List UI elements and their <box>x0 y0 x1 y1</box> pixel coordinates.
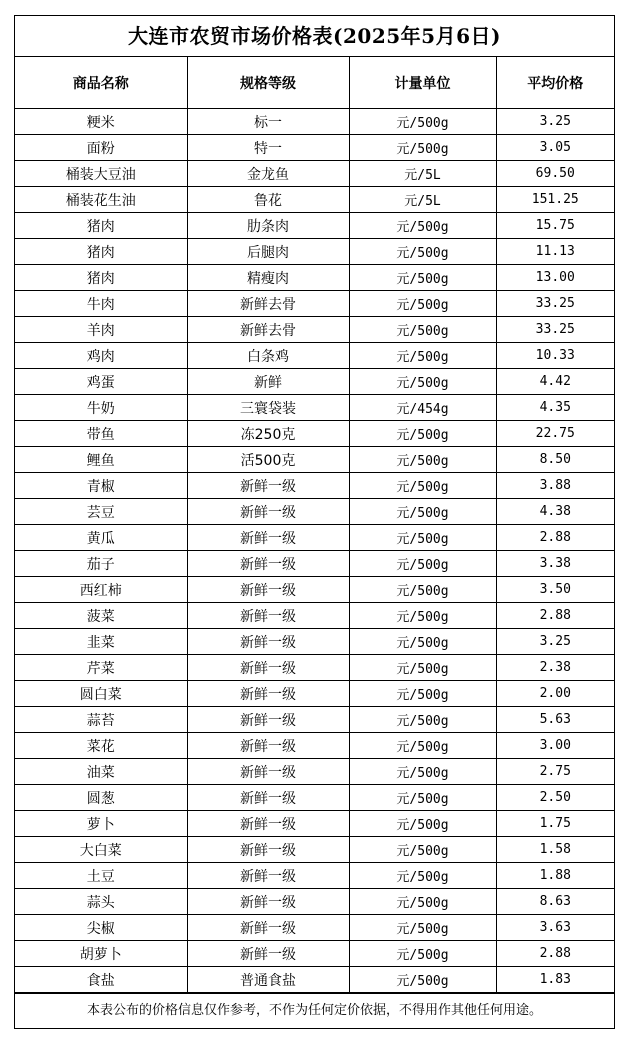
unit-cell: 元/500g <box>349 759 496 785</box>
avg-price-cell: 4.42 <box>496 369 614 395</box>
spec-grade-cell: 鲁花 <box>187 187 349 213</box>
table-row <box>15 733 614 759</box>
spec-grade-cell: 冻250克 <box>187 421 349 447</box>
unit-cell: 元/500g <box>349 577 496 603</box>
spec-grade-cell: 三寰袋装 <box>187 395 349 421</box>
unit-cell: 元/500g <box>349 733 496 759</box>
product-name-cell: 面粉 <box>15 135 187 161</box>
unit-cell: 元/500g <box>349 291 496 317</box>
unit-cell: 元/500g <box>349 499 496 525</box>
table-row <box>15 447 614 473</box>
table-row <box>15 629 614 655</box>
table-row <box>15 603 614 629</box>
spec-grade-cell: 标一 <box>187 109 349 135</box>
avg-price-cell: 33.25 <box>496 317 614 343</box>
avg-price-cell: 3.88 <box>496 473 614 499</box>
unit-cell: 元/500g <box>349 837 496 863</box>
avg-price-cell: 3.63 <box>496 915 614 941</box>
avg-price-cell: 13.00 <box>496 265 614 291</box>
spec-grade-cell: 新鲜一级 <box>187 811 349 837</box>
spec-grade-cell: 后腿肉 <box>187 239 349 265</box>
product-name-cell: 菜花 <box>15 733 187 759</box>
unit-cell: 元/500g <box>349 603 496 629</box>
table-row <box>15 655 614 681</box>
spec-grade-cell: 新鲜一级 <box>187 863 349 889</box>
product-name-cell: 蒜头 <box>15 889 187 915</box>
price-table-sheet <box>14 15 615 1029</box>
spec-grade-cell: 活500克 <box>187 447 349 473</box>
table-row <box>15 239 614 265</box>
unit-cell: 元/500g <box>349 551 496 577</box>
avg-price-cell: 2.38 <box>496 655 614 681</box>
table-row <box>15 967 614 993</box>
product-name-cell: 蒜苔 <box>15 707 187 733</box>
header-product-name: 商品名称 <box>15 57 187 109</box>
unit-cell: 元/500g <box>349 681 496 707</box>
table-body <box>15 109 614 993</box>
header-unit: 计量单位 <box>349 57 496 109</box>
table-row <box>15 473 614 499</box>
avg-price-cell: 3.50 <box>496 577 614 603</box>
avg-price-cell: 151.25 <box>496 187 614 213</box>
table-row <box>15 499 614 525</box>
product-name-cell: 尖椒 <box>15 915 187 941</box>
unit-cell: 元/500g <box>349 109 496 135</box>
table-row <box>15 421 614 447</box>
avg-price-cell: 2.75 <box>496 759 614 785</box>
product-name-cell: 带鱼 <box>15 421 187 447</box>
table-row <box>15 707 614 733</box>
unit-cell: 元/500g <box>349 369 496 395</box>
spec-grade-cell: 金龙鱼 <box>187 161 349 187</box>
product-name-cell: 萝卜 <box>15 811 187 837</box>
spec-grade-cell: 新鲜一级 <box>187 499 349 525</box>
product-name-cell: 茄子 <box>15 551 187 577</box>
unit-cell: 元/500g <box>349 213 496 239</box>
avg-price-cell: 2.00 <box>496 681 614 707</box>
table-row <box>15 135 614 161</box>
product-name-cell: 猪肉 <box>15 213 187 239</box>
avg-price-cell: 1.83 <box>496 967 614 993</box>
table-row <box>15 525 614 551</box>
product-name-cell: 鲤鱼 <box>15 447 187 473</box>
avg-price-cell: 15.75 <box>496 213 614 239</box>
spec-grade-cell: 新鲜一级 <box>187 915 349 941</box>
product-name-cell: 鸡肉 <box>15 343 187 369</box>
product-name-cell: 青椒 <box>15 473 187 499</box>
unit-cell: 元/500g <box>349 473 496 499</box>
avg-price-cell: 8.50 <box>496 447 614 473</box>
unit-cell: 元/500g <box>349 889 496 915</box>
unit-cell: 元/500g <box>349 967 496 993</box>
product-name-cell: 土豆 <box>15 863 187 889</box>
spec-grade-cell: 新鲜一级 <box>187 655 349 681</box>
disclaimer-note: 本表公布的价格信息仅作参考，不作为任何定价依据，不得用作其他任何用途。 <box>15 993 614 1028</box>
avg-price-cell: 2.88 <box>496 941 614 967</box>
avg-price-cell: 3.25 <box>496 629 614 655</box>
avg-price-cell: 5.63 <box>496 707 614 733</box>
avg-price-cell: 2.88 <box>496 525 614 551</box>
product-name-cell: 牛肉 <box>15 291 187 317</box>
table-row <box>15 369 614 395</box>
product-name-cell: 猪肉 <box>15 265 187 291</box>
unit-cell: 元/500g <box>349 317 496 343</box>
spec-grade-cell: 新鲜一级 <box>187 889 349 915</box>
table-row <box>15 551 614 577</box>
spec-grade-cell: 新鲜一级 <box>187 473 349 499</box>
unit-cell: 元/500g <box>349 421 496 447</box>
spec-grade-cell: 新鲜一级 <box>187 785 349 811</box>
spec-grade-cell: 白条鸡 <box>187 343 349 369</box>
avg-price-cell: 1.88 <box>496 863 614 889</box>
table-row <box>15 187 614 213</box>
avg-price-cell: 10.33 <box>496 343 614 369</box>
unit-cell: 元/454g <box>349 395 496 421</box>
spec-grade-cell: 新鲜 <box>187 369 349 395</box>
unit-cell: 元/500g <box>349 525 496 551</box>
avg-price-cell: 33.25 <box>496 291 614 317</box>
unit-cell: 元/500g <box>349 135 496 161</box>
product-name-cell: 大白菜 <box>15 837 187 863</box>
product-name-cell: 猪肉 <box>15 239 187 265</box>
header-spec-grade: 规格等级 <box>187 57 349 109</box>
avg-price-cell: 3.05 <box>496 135 614 161</box>
table-row <box>15 577 614 603</box>
table-row <box>15 109 614 135</box>
product-name-cell: 黄瓜 <box>15 525 187 551</box>
avg-price-cell: 2.88 <box>496 603 614 629</box>
table-row <box>15 837 614 863</box>
unit-cell: 元/5L <box>349 161 496 187</box>
spec-grade-cell: 新鲜一级 <box>187 629 349 655</box>
product-name-cell: 胡萝卜 <box>15 941 187 967</box>
table-row <box>15 759 614 785</box>
unit-cell: 元/5L <box>349 187 496 213</box>
unit-cell: 元/500g <box>349 941 496 967</box>
avg-price-cell: 4.38 <box>496 499 614 525</box>
product-name-cell: 粳米 <box>15 109 187 135</box>
avg-price-cell: 11.13 <box>496 239 614 265</box>
table-row <box>15 941 614 967</box>
unit-cell: 元/500g <box>349 707 496 733</box>
product-name-cell: 羊肉 <box>15 317 187 343</box>
product-name-cell: 芹菜 <box>15 655 187 681</box>
avg-price-cell: 1.58 <box>496 837 614 863</box>
header-avg-price: 平均价格 <box>496 57 614 109</box>
product-name-cell: 油菜 <box>15 759 187 785</box>
spec-grade-cell: 新鲜一级 <box>187 577 349 603</box>
unit-cell: 元/500g <box>349 811 496 837</box>
unit-cell: 元/500g <box>349 863 496 889</box>
spec-grade-cell: 新鲜一级 <box>187 681 349 707</box>
avg-price-cell: 22.75 <box>496 421 614 447</box>
unit-cell: 元/500g <box>349 343 496 369</box>
product-name-cell: 桶装花生油 <box>15 187 187 213</box>
spec-grade-cell: 新鲜一级 <box>187 707 349 733</box>
price-table <box>15 57 614 993</box>
avg-price-cell: 3.25 <box>496 109 614 135</box>
table-row <box>15 161 614 187</box>
table-row <box>15 343 614 369</box>
product-name-cell: 西红柿 <box>15 577 187 603</box>
spec-grade-cell: 肋条肉 <box>187 213 349 239</box>
table-row <box>15 681 614 707</box>
spec-grade-cell: 新鲜一级 <box>187 551 349 577</box>
unit-cell: 元/500g <box>349 239 496 265</box>
unit-cell: 元/500g <box>349 265 496 291</box>
product-name-cell: 韭菜 <box>15 629 187 655</box>
table-row <box>15 291 614 317</box>
spec-grade-cell: 精瘦肉 <box>187 265 349 291</box>
table-row <box>15 317 614 343</box>
spec-grade-cell: 普通食盐 <box>187 967 349 993</box>
avg-price-cell: 8.63 <box>496 889 614 915</box>
spec-grade-cell: 新鲜去骨 <box>187 317 349 343</box>
unit-cell: 元/500g <box>349 655 496 681</box>
product-name-cell: 食盐 <box>15 967 187 993</box>
unit-cell: 元/500g <box>349 629 496 655</box>
unit-cell: 元/500g <box>349 915 496 941</box>
avg-price-cell: 3.00 <box>496 733 614 759</box>
product-name-cell: 菠菜 <box>15 603 187 629</box>
table-row <box>15 889 614 915</box>
table-row <box>15 213 614 239</box>
table-row <box>15 811 614 837</box>
table-row <box>15 863 614 889</box>
product-name-cell: 牛奶 <box>15 395 187 421</box>
spec-grade-cell: 新鲜一级 <box>187 603 349 629</box>
spec-grade-cell: 新鲜一级 <box>187 941 349 967</box>
avg-price-cell: 1.75 <box>496 811 614 837</box>
product-name-cell: 鸡蛋 <box>15 369 187 395</box>
page-title: 大连市农贸市场价格表(2025年5月6日) <box>15 16 614 57</box>
spec-grade-cell: 新鲜一级 <box>187 837 349 863</box>
avg-price-cell: 3.38 <box>496 551 614 577</box>
spec-grade-cell: 新鲜一级 <box>187 759 349 785</box>
product-name-cell: 芸豆 <box>15 499 187 525</box>
table-row <box>15 785 614 811</box>
unit-cell: 元/500g <box>349 447 496 473</box>
table-header-row <box>15 57 614 109</box>
product-name-cell: 圆葱 <box>15 785 187 811</box>
spec-grade-cell: 新鲜去骨 <box>187 291 349 317</box>
avg-price-cell: 2.50 <box>496 785 614 811</box>
spec-grade-cell: 特一 <box>187 135 349 161</box>
spec-grade-cell: 新鲜一级 <box>187 525 349 551</box>
table-row <box>15 395 614 421</box>
avg-price-cell: 69.50 <box>496 161 614 187</box>
product-name-cell: 圆白菜 <box>15 681 187 707</box>
unit-cell: 元/500g <box>349 785 496 811</box>
product-name-cell: 桶装大豆油 <box>15 161 187 187</box>
spec-grade-cell: 新鲜一级 <box>187 733 349 759</box>
avg-price-cell: 4.35 <box>496 395 614 421</box>
table-row <box>15 915 614 941</box>
table-row <box>15 265 614 291</box>
